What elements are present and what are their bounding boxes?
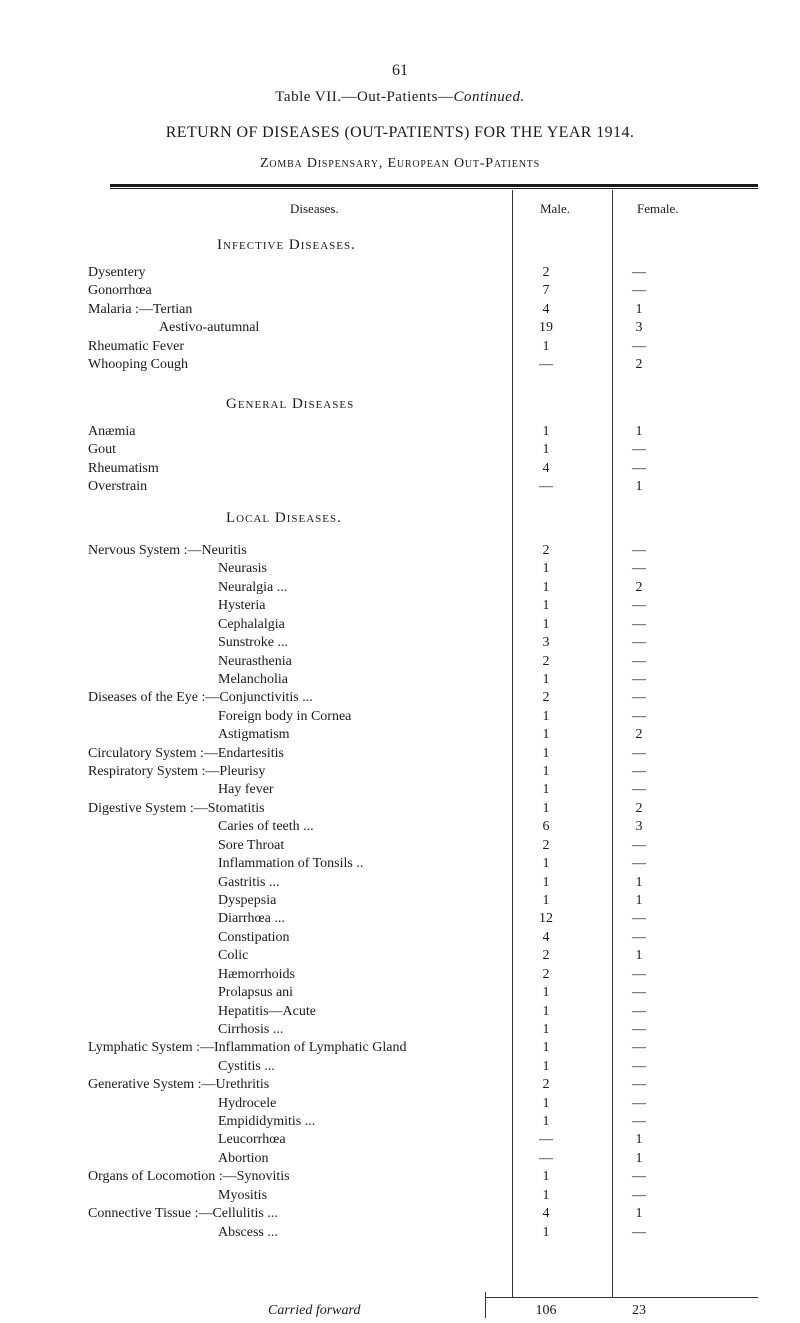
male-count: 1 <box>542 561 550 577</box>
female-count: — <box>632 708 646 724</box>
disease-label: Myositis <box>218 1187 268 1203</box>
male-count: 1 <box>542 424 550 439</box>
male-count: 4 <box>542 929 550 945</box>
disease-label: Rheumatic Fever <box>88 338 185 354</box>
disease-label: Foreign body in Cornea <box>218 708 352 724</box>
male-count: 1 <box>542 671 550 687</box>
female-count: 1 <box>635 1150 643 1166</box>
male-count: 1 <box>542 708 550 724</box>
female-count: — <box>632 338 646 354</box>
disease-label: Whooping Cough <box>88 357 188 373</box>
female-count: — <box>632 265 646 280</box>
male-count: 7 <box>542 283 550 299</box>
female-count: — <box>632 764 646 780</box>
disease-label: Cystitis ... <box>218 1058 275 1074</box>
male-count: 2 <box>542 1077 550 1093</box>
disease-label: Diarrhœa ... <box>218 911 285 927</box>
female-count: — <box>632 1077 646 1093</box>
female-count: — <box>632 442 646 458</box>
table-title <box>0 89 800 106</box>
female-count: — <box>632 671 646 687</box>
male-count: 2 <box>542 966 550 982</box>
dispensary-subheading: Zomba Dispensary, European Out-Patients <box>260 156 540 171</box>
male-count: 19 <box>539 320 553 336</box>
male-count: 1 <box>542 442 550 458</box>
disease-label: Neurasis <box>218 561 267 577</box>
male-count: 3 <box>542 635 550 651</box>
female-count: 1 <box>635 1206 643 1222</box>
female-count: — <box>632 1187 646 1203</box>
carried-forward-male: 106 <box>535 1303 557 1318</box>
female-count: 1 <box>635 892 643 908</box>
disease-label: Anæmia <box>88 424 136 439</box>
disease-label: Neurasthenia <box>218 653 292 669</box>
disease-label: Cirrhosis ... <box>218 1021 284 1037</box>
male-count: 1 <box>542 800 550 816</box>
column-head-male: Male. <box>540 201 570 216</box>
male-count: — <box>539 479 553 495</box>
female-count: — <box>632 1003 646 1019</box>
male-count: 1 <box>542 727 550 743</box>
disease-label: Dyspepsia <box>218 892 277 908</box>
female-count: — <box>632 1021 646 1037</box>
male-count: 4 <box>542 460 550 476</box>
female-count: — <box>632 283 646 299</box>
disease-label: Colic <box>218 948 249 964</box>
male-count: 1 <box>542 985 550 1001</box>
female-count: — <box>632 1114 646 1130</box>
female-count: 3 <box>635 819 643 835</box>
disease-label: Diseases of the Eye :—Conjunctivitis ... <box>88 690 313 706</box>
column-head-diseases: Diseases. <box>290 201 339 216</box>
male-count: — <box>539 357 553 373</box>
male-count: 2 <box>542 837 550 853</box>
disease-label: Lymphatic System :—Inflammation of Lymphatic Gland <box>88 1040 407 1056</box>
female-count: 1 <box>635 1132 643 1148</box>
female-count: 1 <box>635 874 643 890</box>
female-count: 1 <box>635 948 643 964</box>
disease-label: Connective Tissue :—Cellulitis ... <box>88 1206 278 1222</box>
footer-divider <box>485 1292 486 1318</box>
disease-label: Malaria :—Tertian <box>88 301 193 317</box>
disease-label: Dysentery <box>88 265 146 280</box>
male-count: 1 <box>542 1040 550 1056</box>
female-count: — <box>632 460 646 476</box>
table-title-main: Table VII.—Out-Patients— <box>275 89 454 105</box>
female-count: — <box>632 1040 646 1056</box>
table-top-rule <box>110 184 758 187</box>
disease-label: Prolapsus ani <box>218 985 294 1001</box>
male-count: 1 <box>542 745 550 761</box>
disease-label: Circulatory System :—Endartesitis <box>88 745 284 761</box>
female-count: — <box>632 837 646 853</box>
male-column-divider <box>512 190 513 1297</box>
male-count: 1 <box>542 1187 550 1203</box>
male-count: 1 <box>542 1224 550 1240</box>
disease-label: Hysteria <box>218 598 266 614</box>
female-count: — <box>632 911 646 927</box>
disease-label: Caries of teeth ... <box>218 819 314 835</box>
disease-label: Empididymitis ... <box>218 1114 316 1130</box>
disease-label: Generative System :—Urethritis <box>88 1077 270 1093</box>
disease-label: Hepatitis—Acute <box>218 1003 316 1019</box>
male-count: 1 <box>542 579 550 595</box>
female-count: — <box>632 745 646 761</box>
male-count: 1 <box>542 1095 550 1111</box>
male-count: 2 <box>542 690 550 706</box>
male-count: 6 <box>542 819 550 835</box>
disease-label: Abortion <box>218 1150 269 1166</box>
male-count: 1 <box>542 598 550 614</box>
male-count: 1 <box>542 1003 550 1019</box>
female-count: 1 <box>635 479 643 495</box>
male-count: 1 <box>542 1058 550 1074</box>
disease-label: Gastritis ... <box>218 874 280 890</box>
female-count: 2 <box>635 727 643 743</box>
female-count: — <box>632 985 646 1001</box>
disease-label: Organs of Locomotion :—Synovitis <box>88 1169 290 1185</box>
carried-forward-female: 23 <box>632 1303 646 1318</box>
female-count: — <box>632 616 646 632</box>
male-count: 1 <box>542 782 550 798</box>
male-count: — <box>539 1132 553 1148</box>
disease-label: Leucorrhœa <box>218 1132 286 1148</box>
disease-label: Astigmatism <box>218 727 290 743</box>
disease-label: Hydrocele <box>218 1095 277 1111</box>
male-count: 1 <box>542 1169 550 1185</box>
female-count: — <box>632 1058 646 1074</box>
disease-label: Sunstroke ... <box>218 635 288 651</box>
male-count: 1 <box>542 1114 550 1130</box>
female-count: 1 <box>635 424 643 439</box>
disease-label: Sore Throat <box>218 837 285 853</box>
female-count: — <box>632 598 646 614</box>
disease-label: Nervous System :—Neuritis <box>88 543 247 558</box>
female-count: — <box>632 690 646 706</box>
section-title: General Diseases <box>226 396 355 412</box>
female-count: — <box>632 856 646 872</box>
disease-label: Neuralgia ... <box>218 579 288 595</box>
male-count: 4 <box>542 301 550 317</box>
disease-label: Inflammation of Tonsils .. <box>218 856 364 872</box>
section-title: Local Diseases. <box>226 510 342 526</box>
page-number: 61 <box>392 62 408 79</box>
disease-label: Constipation <box>218 929 290 945</box>
male-count: 12 <box>539 911 553 927</box>
male-count: 1 <box>542 874 550 890</box>
female-count: — <box>632 782 646 798</box>
male-count: — <box>539 1150 553 1166</box>
carried-forward-label: Carried forward <box>268 1303 361 1318</box>
female-count: 2 <box>635 357 643 373</box>
disease-label: Abscess ... <box>218 1224 278 1240</box>
male-count: 2 <box>542 543 550 558</box>
male-count: 1 <box>542 338 550 354</box>
footer-rule <box>485 1297 758 1298</box>
male-count: 1 <box>542 892 550 908</box>
disease-label: Aestivo-autumnal <box>159 320 260 336</box>
female-count: — <box>632 1169 646 1185</box>
disease-label: Melancholia <box>218 671 288 687</box>
male-count: 1 <box>542 1021 550 1037</box>
table-title-continued: Continued. <box>453 89 525 105</box>
female-count: — <box>632 561 646 577</box>
female-count: — <box>632 635 646 651</box>
disease-label: Hay fever <box>218 782 274 798</box>
disease-label: Gonorrhœa <box>88 283 152 299</box>
disease-label: Digestive System :—Stomatitis <box>88 800 265 816</box>
female-count: 1 <box>635 301 643 317</box>
female-count: — <box>632 1095 646 1111</box>
disease-label: Rheumatism <box>88 460 159 476</box>
female-count: — <box>632 543 646 558</box>
female-count: — <box>632 966 646 982</box>
male-count: 4 <box>542 1206 550 1222</box>
female-count: — <box>632 1224 646 1240</box>
female-count: — <box>632 929 646 945</box>
disease-label: Hæmorrhoids <box>218 966 295 982</box>
return-heading: RETURN OF DISEASES (OUT-PATIENTS) FOR THE YEAR 1914. <box>165 124 635 141</box>
disease-label: Gout <box>88 442 116 458</box>
female-column-divider <box>612 190 613 1297</box>
female-count: 2 <box>635 579 643 595</box>
female-count: 2 <box>635 800 643 816</box>
male-count: 2 <box>542 653 550 669</box>
male-count: 2 <box>542 948 550 964</box>
section-title: Infective Diseases. <box>217 237 356 253</box>
female-count: 3 <box>635 320 643 336</box>
disease-label: Respiratory System :—Pleurisy <box>88 764 266 780</box>
male-count: 2 <box>542 265 550 280</box>
male-count: 1 <box>542 616 550 632</box>
female-count: — <box>632 653 646 669</box>
disease-label: Cephalalgia <box>218 616 285 632</box>
table-top-rule-thin <box>110 188 758 189</box>
male-count: 1 <box>542 764 550 780</box>
male-count: 1 <box>542 856 550 872</box>
column-head-female: Female. <box>637 201 679 216</box>
disease-label: Overstrain <box>88 479 148 495</box>
